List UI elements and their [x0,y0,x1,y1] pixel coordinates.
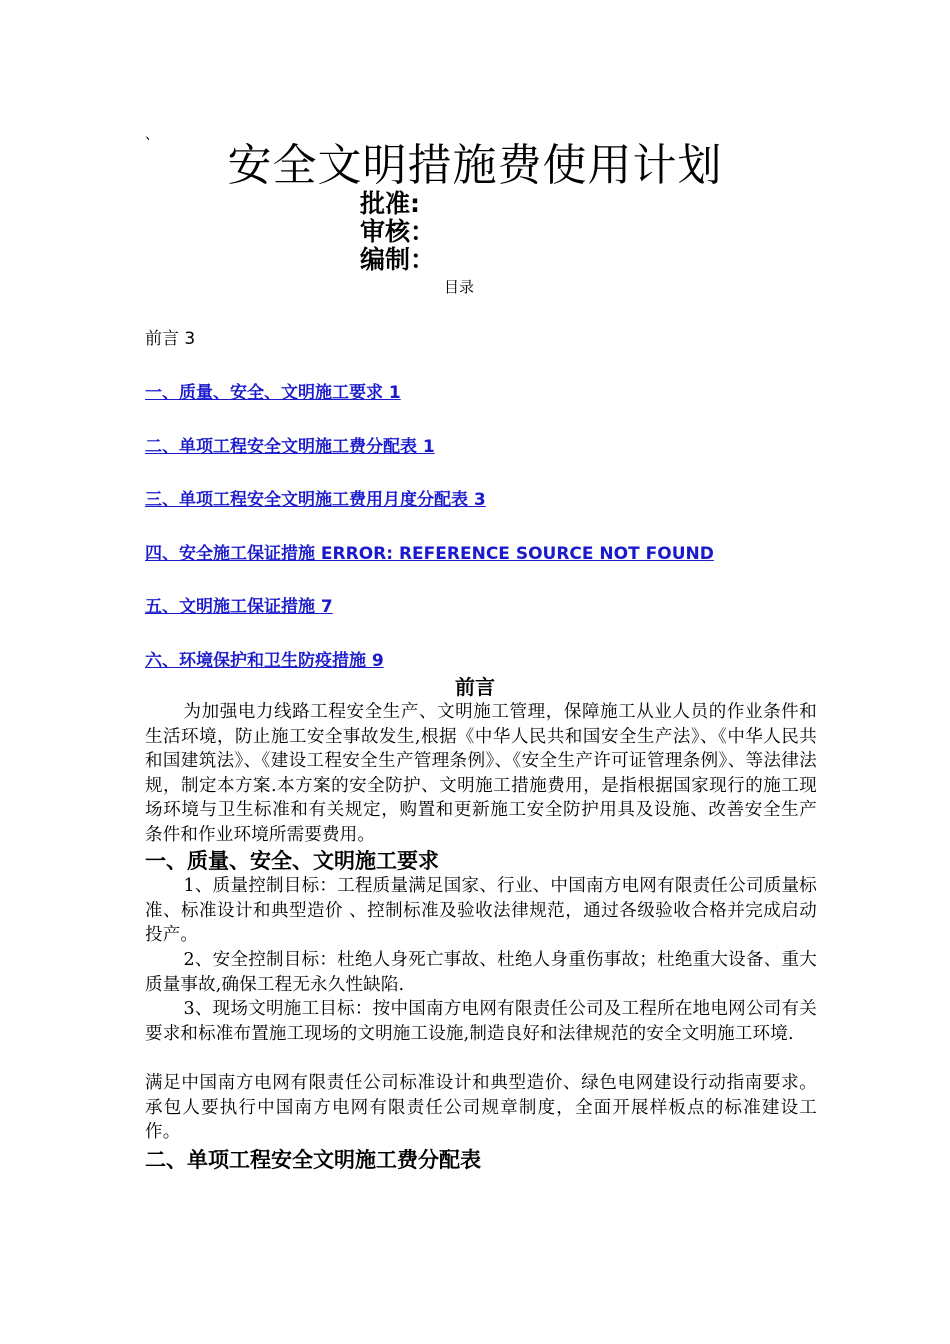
toc-link[interactable]: 五、文明施工保证措施 7 [145,597,333,617]
toc-item-section-4[interactable] [145,543,714,565]
preface-paragraph: 为加强电力线路工程安全生产、文明施工管理，保障施工从业人员的作业条件和生活环境，防止施工安全事故发生,根据《中华人民共和国安全生产法》、《中华人民共和国建筑法》、《建设工程安全生产管理条例》、《安全生产许可证管理条例》、等法律法规，制定本方案.本方案的安全防护、文明施工措施费用，是指根据国家现行的施工现场环境与卫生标准和有关规定，购置和更新施工安全防护用具及设施、改善安全生产条件和作业环境所需要费用。 [145,702,817,845]
section-1-heading: 一、质量、安全、文明施工要求 [145,849,439,873]
toc-item-preface [145,328,195,350]
toc-link[interactable]: 六、环境保护和卫生防疫措施 9 [145,651,384,671]
toc-item-section-6[interactable] [145,650,384,672]
document-title: 安全文明措施费使用计划 [227,140,723,191]
toc-item-label: 前言 3 [145,329,196,349]
toc-link[interactable]: 四、安全施工保证措施 ERROR: REFERENCE SOURCE NOT FOUND [145,544,714,564]
section-1-paragraph-2: 2、安全控制目标：杜绝人身死亡事故、杜绝人身重伤事故；杜绝重大设备、重大质量事故,确保工程无永久性缺陷. [145,950,817,995]
approval-label: 批准: [360,189,420,218]
preface-heading: 前言 [455,675,495,699]
section-1-paragraph-1: 1、质量控制目标：工程质量满足国家、行业、中国南方电网有限责任公司质量标准、标准设计和典型造价 、控制标准及验收法律规范，通过各级验收合格并完成启动投产。 [145,876,817,945]
toc-link[interactable]: 三、单项工程安全文明施工费用月度分配表 3 [145,490,486,510]
toc-item-section-5[interactable] [145,596,333,618]
stray-mark: 、 [145,127,159,143]
toc-heading: 目录 [443,278,474,296]
toc-item-section-2[interactable] [145,436,435,458]
compile-label: 编制： [360,245,436,274]
toc-link[interactable]: 二、单项工程安全文明施工费分配表 1 [145,437,435,457]
toc-link[interactable]: 一、质量、安全、文明施工要求 1 [145,383,401,403]
toc-item-section-1[interactable] [145,382,401,404]
section-1-paragraph-4: 满足中国南方电网有限责任公司标准设计和典型造价、绿色电网建设行动指南要求。承包人要执行中国南方电网有限责任公司规章制度，全面开展样板点的标准建设工作。 [145,1073,817,1142]
toc-item-section-3[interactable] [145,489,486,511]
section-1-paragraph-3: 3、现场文明施工目标：按中国南方电网有限责任公司及工程所在地电网公司有关要求和标准布置施工现场的文明施工设施,制造良好和法律规范的安全文明施工环境. [145,999,817,1044]
section-2-heading: 二、单项工程安全文明施工费分配表 [145,1148,481,1172]
review-label: 审核： [360,217,436,246]
